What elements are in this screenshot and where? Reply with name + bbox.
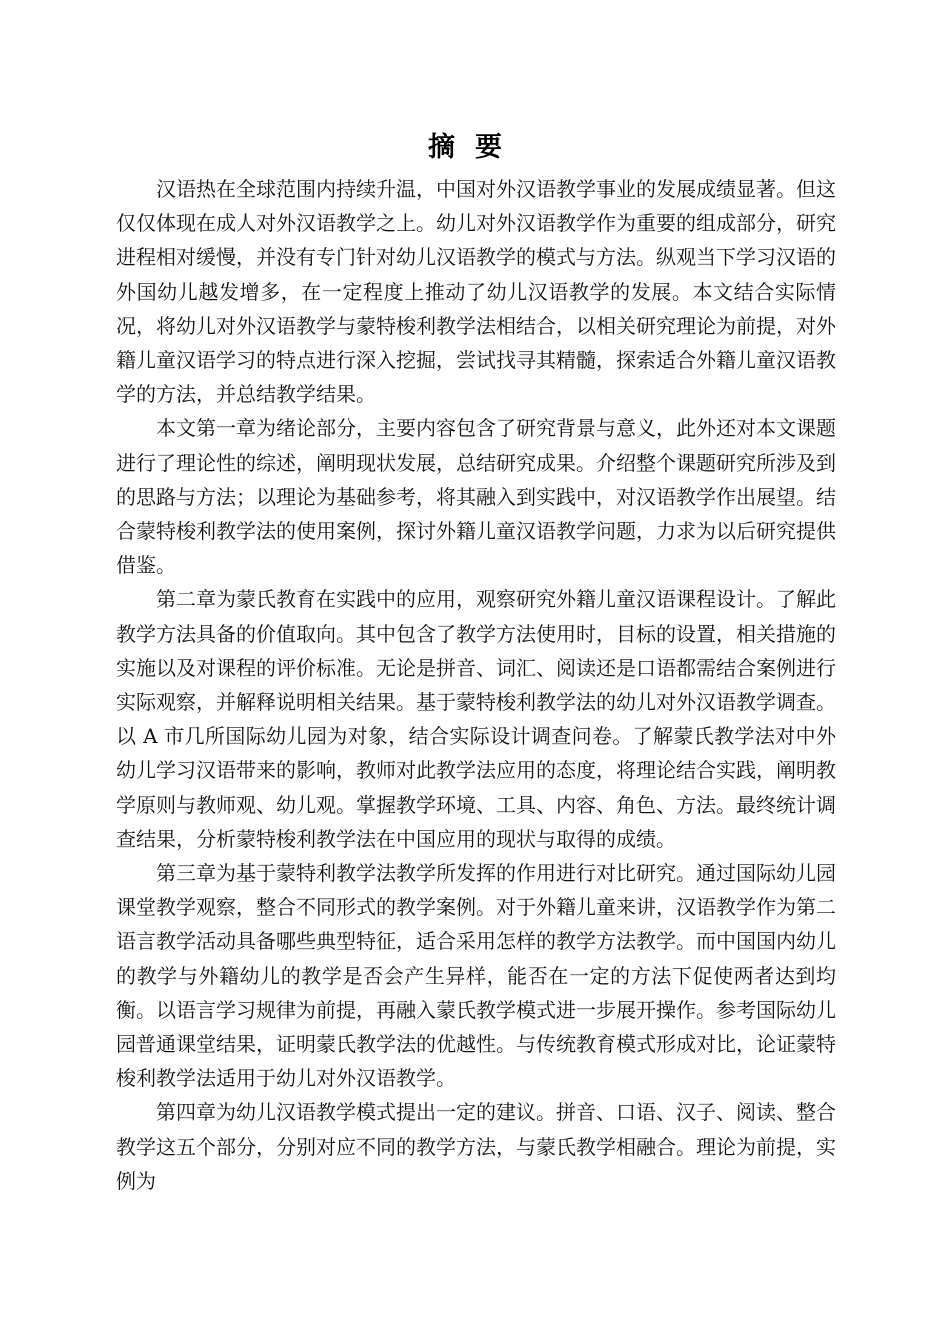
abstract-title: 摘要	[428, 132, 522, 163]
paragraph-3: 第二章为蒙氏教育在实践中的应用，观察研究外籍儿童汉语课程设计。了解此教学方法具备的价值取向。其中包含了教学方法使用时，目标的设置，相关措施的实施以及对课程的评价标准。无论是拼音、词汇、阅读还是口语都需结合案例进行实际观察，并解释说明相关结果。基于蒙特梭利教学法的幼儿对外汉语教学调查。以 A 市几所国际幼儿园为对象，结合实际设计调查问卷。了解蒙氏教学法对中外幼儿学习汉语带来的影响，教师对此教学法应用的态度，将理论结合实践，阐明教学原则与教师观、幼儿观。掌握教学环境、工具、内容、角色、方法。最终统计调查结果，分析蒙特梭利教学法在中国应用的现状与取得的成绩。	[116, 587, 836, 851]
paragraph-1: 汉语热在全球范围内持续升温，中国对外汉语教学事业的发展成绩显著。但这仅仅体现在成人对外汉语教学之上。幼儿对外汉语教学作为重要的组成部分，研究进程相对缓慢，并没有专门针对幼儿汉语教学的模式与方法。纵观当下学习汉语的外国幼儿越发增多，在一定程度上推动了幼儿汉语教学的发展。本文结合实际情况，将幼儿对外汉语教学与蒙特梭利教学法相结合，以相关研究理论为前提，对外籍儿童汉语学习的特点进行深入挖掘，尝试找寻其精髓，探索适合外籍儿童汉语教学的方法，并总结教学结果。	[116, 177, 836, 407]
paragraph-2: 本文第一章为绪论部分，主要内容包含了研究背景与意义，此外还对本文课题进行了理论性的综述，阐明现状发展，总结研究成果。介绍整个课题研究所涉及到的思路与方法；以理论为基础参考，将其融入到实践中，对汉语教学作出展望。结合蒙特梭利教学法的使用案例，探讨外籍儿童汉语教学问题，力求为以后研究提供借鉴。	[116, 416, 836, 578]
paragraph-5: 第四章为幼儿汉语教学模式提出一定的建议。拼音、口语、汉子、阅读、整合教学这五个部分，分别对应不同的教学方法，与蒙氏教学相融合。理论为前提，实例为	[116, 1100, 836, 1193]
abstract-body	[116, 172, 836, 1198]
paragraph-4: 第三章为基于蒙特利教学法教学所发挥的作用进行对比研究。通过国际幼儿园课堂教学观察，整合不同形式的教学案例。对于外籍儿童来讲，汉语教学作为第二语言教学活动具备哪些典型特征，适合采用怎样的教学方法教学。而中国国内幼儿的教学与外籍幼儿的教学是否会产生异样，能否在一定的方法下促使两者达到均衡。以语言学习规律为前提，再融入蒙氏教学模式进一步展开操作。参考国际幼儿园普通课堂结果，证明蒙氏教学法的优越性。与传统教育模式形成对比，论证蒙特梭利教学法适用于幼儿对外汉语教学。	[116, 861, 836, 1091]
